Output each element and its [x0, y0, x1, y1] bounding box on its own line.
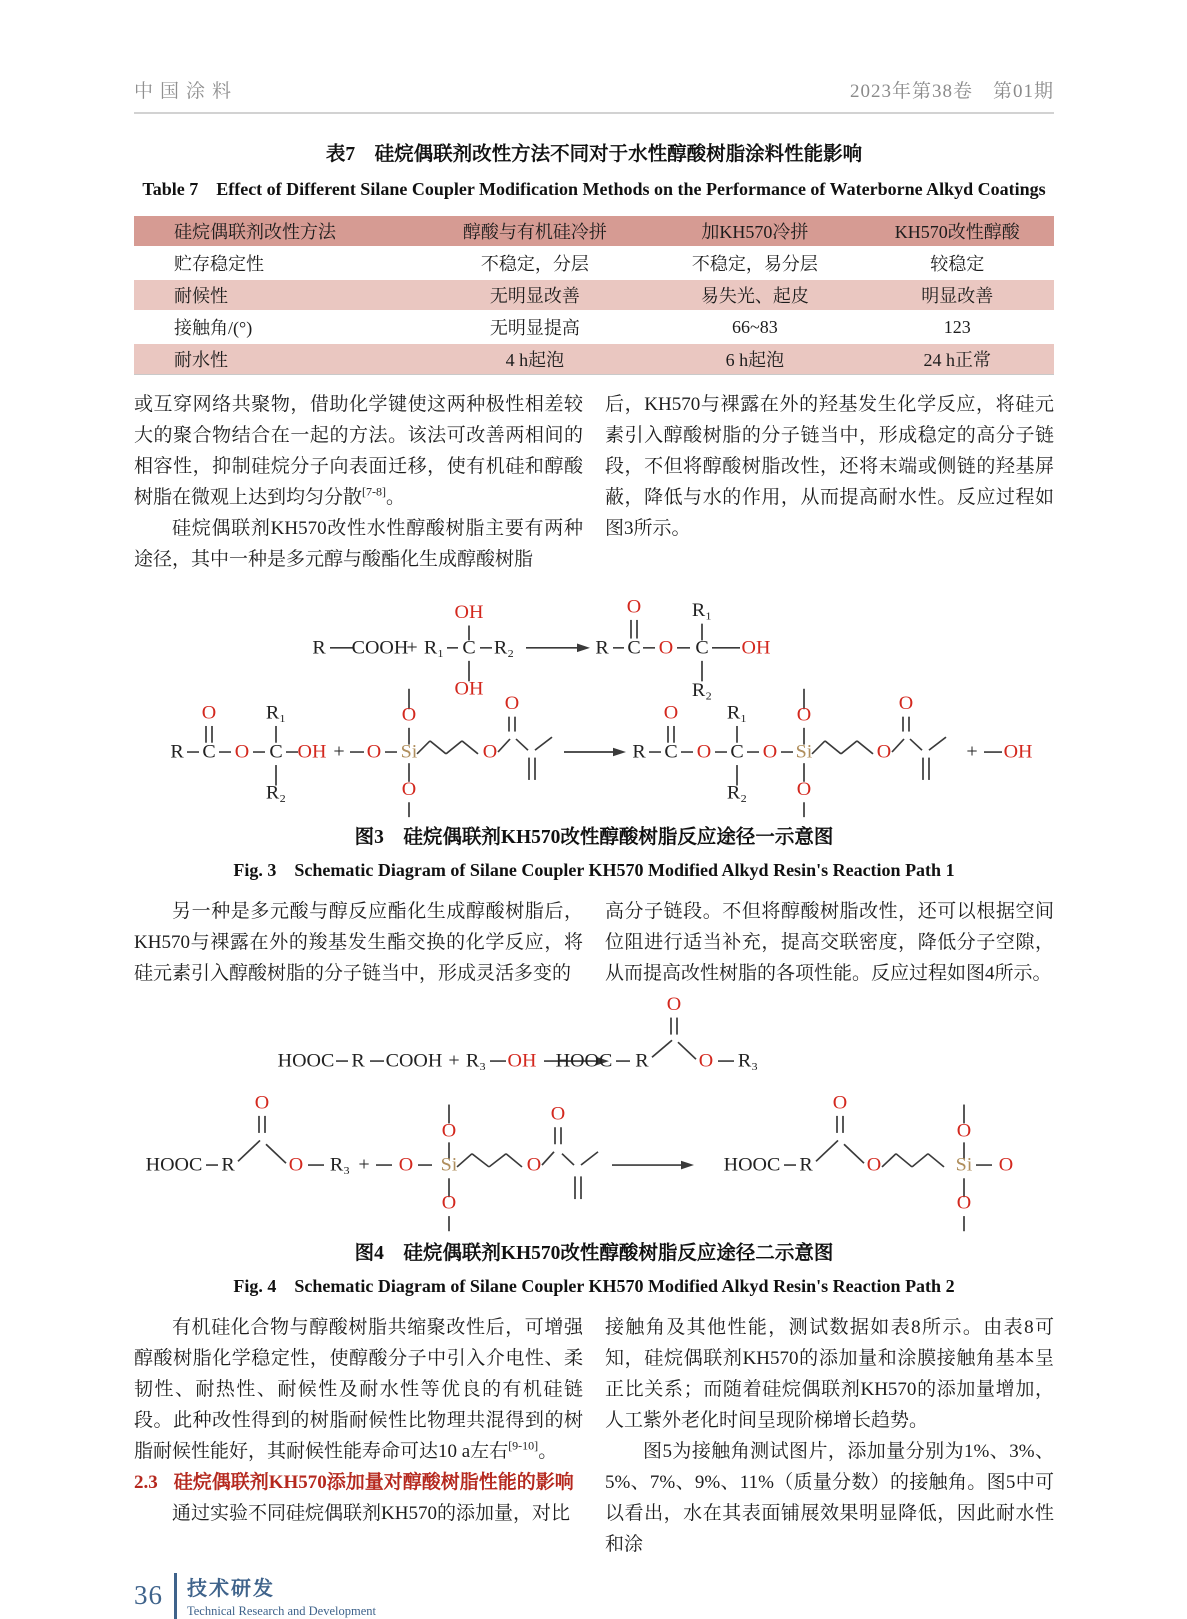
table-cell: 24 h正常: [860, 343, 1054, 375]
running-head: [134, 76, 1054, 114]
footer-divider-bar: [174, 1573, 177, 1619]
atom-label: R: [170, 742, 184, 763]
footer-section-en: Technical Research and Development: [187, 1604, 376, 1618]
atom-label: O: [696, 742, 712, 763]
section-heading: [134, 1467, 583, 1498]
fig4-caption-en: Fig. 4 Schematic Diagram of Silane Coupler KH570 Modified Alkyd Resin's Reaction Path 2: [233, 1276, 955, 1296]
atom-label: O: [998, 1155, 1014, 1176]
atom-label: +: [448, 1051, 460, 1072]
chemical-bond: [516, 739, 528, 750]
table-cell: 6 h起泡: [649, 343, 860, 375]
atom-label: C: [627, 638, 641, 659]
table-cell: 无明显改善: [421, 279, 650, 311]
atom-label: +: [966, 742, 978, 763]
fig3-caption-zh: 图3 硅烷偶联剂KH570改性醇酸树脂反应途径一示意图: [354, 827, 834, 848]
paragraph: 硅烷偶联剂KH570改性水性醇酸树脂主要有两种途径，其中一种是多元醇与酸酯化生成醇酸树脂: [134, 518, 583, 570]
atom-label: O: [441, 1192, 457, 1214]
atom-label: R₂: [265, 783, 287, 804]
atom-label: O: [201, 703, 217, 724]
footer-section-zh: 技术研发: [187, 1578, 275, 1600]
chemical-bond: [910, 739, 922, 750]
atom-label: Si: [955, 1155, 973, 1176]
journal-name: 中国涂料: [134, 81, 239, 102]
atom-label: OH: [454, 602, 484, 623]
table-cell: 123: [860, 311, 1054, 343]
chemical-bond: [457, 1154, 472, 1167]
atom-label: OH: [1003, 742, 1033, 763]
reaction-arrow-head: [681, 1161, 694, 1170]
atom-label: Si: [440, 1155, 458, 1176]
paragraph: 接触角及其他性能，测试数据如表8所示。由表8可知，硅烷偶联剂KH570的添加量和涂膜接触角基本呈正比关系；而随着硅烷偶联剂KH570的添加量增加，人工紫外老化时间呈现阶梯增长趋势。: [605, 1317, 1054, 1431]
atom-label: R₁: [691, 600, 713, 622]
chemical-bond: [446, 741, 462, 754]
atom-label: HOOC: [723, 1155, 781, 1176]
atom-label: O: [663, 703, 679, 724]
chemical-bond: [825, 741, 841, 754]
atom-label: O: [796, 704, 812, 726]
fig3-reaction-diagram: [134, 579, 1054, 819]
atom-label: R₁: [265, 703, 287, 724]
atom-label: COOH: [385, 1051, 443, 1072]
table7: [134, 214, 1054, 375]
text-column-right: [605, 896, 1054, 989]
atom-label: O: [550, 1104, 566, 1125]
atom-label: HOOC: [555, 1051, 613, 1072]
table-column-header: 加KH570冷拼: [649, 215, 860, 247]
reaction-scheme-svg: [134, 579, 1054, 819]
atom-label: O: [482, 742, 498, 763]
table-cell: 不稳定，分层: [421, 247, 650, 279]
table-cell: 4 h起泡: [421, 343, 650, 375]
table-cell: 66~83: [649, 311, 860, 343]
table-cell: 接触角/(°): [134, 311, 421, 343]
chemical-bond: [581, 1152, 598, 1165]
table-cell: 易失光、起皮: [649, 279, 860, 311]
table-cell: 耐水性: [134, 343, 421, 375]
atom-label: R₂: [493, 638, 515, 659]
chemical-bond: [462, 741, 478, 754]
chemical-bond: [472, 1154, 489, 1167]
atom-label: C: [664, 742, 678, 763]
chemical-bond: [896, 1154, 912, 1167]
atom-label: O: [956, 1121, 972, 1142]
atom-label: R₂: [691, 680, 713, 702]
chemical-bond: [929, 737, 946, 750]
text-column-left: [134, 389, 583, 575]
chemical-bond: [266, 1144, 286, 1163]
chemical-bond: [844, 1144, 864, 1163]
atom-label: O: [762, 742, 778, 763]
chemical-bond: [652, 1040, 672, 1057]
atom-label: HOOC: [277, 1051, 335, 1072]
chemical-bond: [816, 1140, 838, 1161]
atom-label: O: [398, 1155, 414, 1176]
chemical-bond: [542, 1152, 554, 1165]
atom-label: R: [221, 1155, 235, 1176]
reaction-scheme-svg: [134, 993, 1054, 1235]
atom-label: O: [698, 1051, 714, 1072]
atom-label: O: [254, 1092, 270, 1114]
atom-label: +: [333, 742, 345, 763]
text-section-3: [134, 1312, 1054, 1560]
chemical-bond: [912, 1154, 928, 1167]
atom-label: R: [595, 638, 609, 659]
footer-section: [187, 1572, 376, 1619]
atom-label: O: [401, 704, 417, 726]
table-cell: 贮存稳定性: [134, 247, 421, 279]
atom-label: O: [441, 1121, 457, 1142]
chemical-bond: [812, 741, 825, 754]
atom-label: C: [695, 638, 709, 659]
table-cell: 耐候性: [134, 279, 421, 311]
chemical-bond: [841, 741, 857, 754]
reaction-arrow-head: [577, 644, 590, 653]
issue-info: 2023年第38卷 第01期: [849, 81, 1054, 102]
atom-label: O: [796, 779, 812, 800]
fig4-caption-zh: 图4 硅烷偶联剂KH570改性醇酸树脂反应途径二示意图: [354, 1243, 834, 1264]
atom-label: +: [358, 1155, 370, 1176]
paragraph: 或互穿网络共聚物，借助化学键使这两种极性相差较大的聚合物结合在一起的方法。该法可改善两相间的相容性，抑制硅烷分子向表面迁移，使有机硅和醇酸树脂在微观上达到均匀分散[7-8]。: [134, 394, 583, 508]
chemical-bond: [892, 739, 904, 752]
fig3-captions: [134, 821, 1054, 882]
text-column-left: [134, 1312, 583, 1560]
text-column-left: [134, 896, 583, 989]
table-cell: 较稳定: [860, 247, 1054, 279]
atom-label: O: [366, 742, 382, 763]
text-column-right: [605, 389, 1054, 575]
reference-superscript: [7-8]: [362, 484, 387, 499]
atom-label: R₃: [329, 1155, 351, 1176]
chemical-bond: [238, 1140, 260, 1161]
fig4-captions: [134, 1237, 1054, 1298]
paragraph: 有机硅化合物与醇酸树脂共缩聚改性后，可增强醇酸树脂化学稳定性，使醇酸分子中引入介电性、柔韧性、耐热性、耐候性及耐水性等优良的有机硅链段。此种改性得到的树脂耐候性比物理共混得到的树脂耐候性能好，其耐候性能寿命可达10 a左右[9-10]。: [134, 1317, 583, 1462]
atom-label: O: [401, 779, 417, 800]
atom-label: O: [876, 742, 892, 763]
chemical-bond: [506, 1154, 522, 1167]
reaction-arrow-head: [613, 748, 626, 757]
atom-label: R: [351, 1051, 365, 1072]
reference-superscript: [9-10]: [508, 1438, 539, 1453]
fig3-caption-en: Fig. 3 Schematic Diagram of Silane Coupler KH570 Modified Alkyd Resin's Reaction Path 1: [233, 860, 955, 880]
atom-label: R: [635, 1051, 649, 1072]
chemical-bond: [417, 741, 430, 754]
table-cell: 不稳定，易分层: [649, 247, 860, 279]
table7-caption-en: Table 7 Effect of Different Silane Coupler Modification Methods on the Performance of Waterborne Alkyd Coatings: [142, 179, 1046, 199]
section-number: 2.3: [134, 1472, 158, 1493]
text-section-1: [134, 389, 1054, 575]
table-row: [134, 343, 1054, 375]
chemical-bond: [678, 1042, 696, 1059]
atom-label: OH: [507, 1051, 537, 1072]
atom-label: COOH: [351, 638, 409, 659]
paragraph: 通过实验不同硅烷偶联剂KH570的添加量，对比: [172, 1503, 570, 1524]
fig4-reaction-diagram: [134, 993, 1054, 1235]
paragraph: 高分子链段。不但将醇酸树脂改性，还可以根据空间位阻进行适当补充，提高交联密度，降低分子空隙，从而提高改性树脂的各项性能。反应过程如图4所示。: [605, 901, 1054, 984]
chemical-bond: [430, 741, 446, 754]
atom-label: R: [312, 638, 326, 659]
table-row: [134, 279, 1054, 311]
atom-label: C: [269, 742, 283, 763]
chemical-bond: [857, 741, 873, 754]
paragraph: 图5为接触角测试图片，添加量分别为1%、3%、5%、7%、9%、11%（质量分数）的接触角。图5中可以看出，水在其表面铺展效果明显降低，因此耐水性和涂: [605, 1441, 1054, 1555]
chemical-bond: [489, 1154, 506, 1167]
table7-caption-zh: 表7 硅烷偶联剂改性方法不同对于水性醇酸树脂涂料性能影响: [325, 144, 863, 165]
atom-label: C: [730, 742, 744, 763]
atom-label: HOOC: [145, 1155, 203, 1176]
chemical-bond: [498, 739, 510, 752]
table-column-header: 硅烷偶联剂改性方法: [134, 215, 421, 247]
atom-label: O: [504, 693, 520, 715]
atom-label: Si: [400, 742, 418, 763]
table-cell: 明显改善: [860, 279, 1054, 311]
text-column-right: [605, 1312, 1054, 1560]
atom-label: O: [866, 1155, 882, 1176]
atom-label: R₃: [737, 1051, 759, 1072]
atom-label: R: [799, 1155, 813, 1176]
chemical-bond: [562, 1154, 574, 1165]
atom-label: O: [288, 1155, 304, 1176]
table-cell: 无明显提高: [421, 311, 650, 343]
atom-label: O: [526, 1155, 542, 1176]
atom-label: OH: [454, 678, 484, 700]
atom-label: C: [462, 638, 476, 659]
atom-label: R₂: [726, 783, 748, 804]
chemical-bond: [882, 1154, 896, 1167]
atom-label: OH: [297, 742, 327, 763]
atom-label: O: [666, 994, 682, 1015]
table-column-header: 醇酸与有机硅冷拼: [421, 215, 650, 247]
atom-label: OH: [741, 638, 771, 659]
text-section-2: [134, 896, 1054, 989]
table-row: [134, 311, 1054, 343]
atom-label: O: [658, 638, 674, 659]
atom-label: O: [626, 597, 642, 618]
atom-label: +: [406, 638, 418, 659]
atom-label: O: [234, 742, 250, 763]
atom-label: R₃: [465, 1051, 487, 1072]
atom-label: R: [632, 742, 646, 763]
page-number: 36: [134, 1580, 163, 1610]
table-header-row: [134, 215, 1054, 247]
paragraph: 后，KH570与裸露在外的羟基发生化学反应，将硅元素引入醇酸树脂的分子链当中，形成稳定的高分子链段，不但将醇酸树脂改性，还将末端或侧链的羟基屏蔽，降低与水的作用，从而提高耐水性。反应过程如图3所示。: [605, 394, 1054, 539]
chemical-bond: [535, 737, 552, 750]
paragraph: 另一种是多元酸与醇反应酯化生成醇酸树脂后，KH570与裸露在外的羧基发生酯交换的化学反应，将硅元素引入醇酸树脂的分子链当中，形成灵活多变的: [134, 901, 583, 984]
atom-label: Si: [795, 742, 813, 763]
atom-label: O: [898, 693, 914, 715]
atom-label: R₁: [423, 638, 445, 659]
section-title: 硅烷偶联剂KH570添加量对醇酸树脂性能的影响: [173, 1472, 574, 1493]
atom-label: O: [832, 1092, 848, 1114]
atom-label: R₁: [726, 703, 748, 724]
table-column-header: KH570改性醇酸: [860, 215, 1054, 247]
atom-label: O: [956, 1192, 972, 1214]
table-row: [134, 247, 1054, 279]
page-footer: [134, 1572, 1054, 1619]
chemical-bond: [928, 1154, 944, 1167]
atom-label: C: [202, 742, 216, 763]
